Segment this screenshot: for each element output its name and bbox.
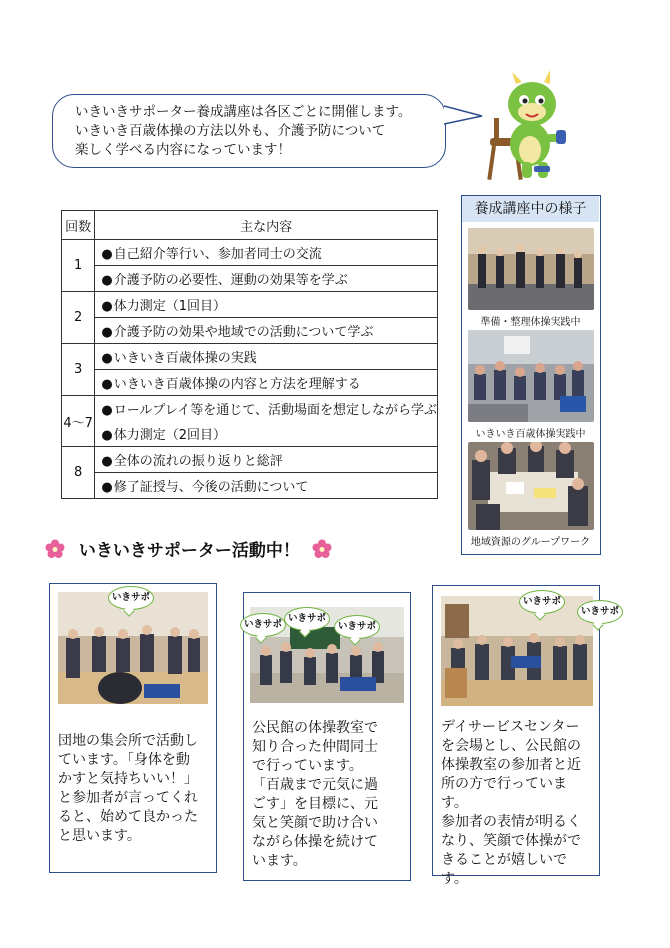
- session-number: 1: [62, 240, 95, 292]
- course-schedule-table: [61, 210, 438, 499]
- intro-line: いきいきサポーター養成講座は各区ごとに開催します。: [75, 104, 412, 120]
- intro-line: いきいき百歳体操の方法以外も、介護予防について: [75, 123, 386, 139]
- table-row: [62, 292, 438, 318]
- card-line: 所の方で行っています。: [441, 776, 567, 811]
- content-item: [95, 240, 438, 266]
- table-header-content: 主な内容: [95, 211, 438, 240]
- bullet: ●: [101, 480, 113, 495]
- content-item: [95, 344, 438, 370]
- table-row: [62, 370, 438, 396]
- training-photos-panel: [461, 195, 601, 555]
- ikisapo-tag: いきサポ: [519, 590, 565, 614]
- content-item: [95, 396, 438, 422]
- content-item-text: 体力測定（1回目）: [113, 299, 226, 314]
- sakura-flower-icon: [45, 539, 65, 559]
- card-line: ごす」を目標に、元: [252, 796, 378, 812]
- table-row: [62, 240, 438, 266]
- section-title: いきいきサポーター活動中！: [78, 541, 300, 561]
- bullet: ●: [101, 247, 113, 262]
- activity-card-danchi: [49, 583, 217, 873]
- card-line: と思います。: [58, 828, 141, 844]
- card-line: ています。「身体を動: [58, 752, 190, 768]
- ikisapo-tag: いきサポ: [108, 586, 154, 610]
- table-row: [62, 447, 438, 473]
- session-number: 8: [62, 447, 95, 499]
- content-item-text: いきいき百歳体操の実践: [113, 351, 257, 366]
- card-line: と参加者が言ってくれ: [58, 790, 198, 806]
- content-item: [95, 266, 438, 292]
- card-line: 知り合った仲間同士: [252, 739, 378, 755]
- content-item: [95, 421, 438, 447]
- content-item-text: 介護予防の効果や地域での活動について学ぶ: [113, 325, 374, 340]
- ikisapo-tag: いきサポ: [240, 613, 286, 637]
- card-description: [252, 719, 404, 871]
- table-header-session: 回数: [62, 211, 95, 240]
- card-line: ながら体操を続けて: [252, 834, 378, 850]
- bullet: ●: [101, 428, 113, 443]
- card-line: かすと気持ちいい！」: [58, 771, 198, 787]
- content-item: [95, 292, 438, 318]
- bubble-tail: [444, 104, 484, 128]
- intro-speech-bubble: [52, 94, 446, 168]
- activity-card-dayservice: [432, 585, 619, 887]
- bullet: ●: [101, 351, 113, 366]
- content-item-text: 自己紹介等行い、参加者同士の交流: [113, 247, 322, 262]
- content-item-text: 体力測定（2回目）: [113, 428, 226, 443]
- ikisapo-tag: いきサポ: [577, 600, 623, 624]
- session-number: 2: [62, 292, 95, 344]
- card-line: 体操教室の参加者と近: [441, 757, 581, 773]
- content-item: [95, 318, 438, 344]
- card-line: 参加者の表情が明るく: [441, 814, 581, 830]
- card-line: 団地の集会所で活動し: [58, 733, 198, 749]
- bullet: ●: [101, 273, 113, 288]
- content-item-text: 介護予防の必要性、運動の効果等を学ぶ: [113, 273, 348, 288]
- bullet: ●: [101, 454, 113, 469]
- table-row: [62, 344, 438, 370]
- table-row: [62, 266, 438, 292]
- card-line: で行っています。: [252, 758, 363, 774]
- table-row: [62, 473, 438, 499]
- card-line: 「百歳まで元気に過: [252, 777, 378, 793]
- content-item: [95, 447, 438, 473]
- table-row: [62, 318, 438, 344]
- photo-warmup-exercise: [468, 228, 594, 310]
- photo-caption: 準備・整理体操実践中: [480, 317, 581, 328]
- content-item: [95, 370, 438, 396]
- bullet: ●: [101, 299, 113, 314]
- content-item-text: いきいき百歳体操の内容と方法を理解する: [113, 377, 361, 392]
- session-number: 4～7: [62, 396, 95, 447]
- bullet: ●: [101, 377, 113, 392]
- dragon-mascot-icon: [482, 70, 577, 185]
- content-item-text: ロールプレイ等を通じて、活動場面を想定しながら学ぶ: [113, 403, 437, 418]
- content-item: [95, 473, 438, 499]
- session-number: 3: [62, 344, 95, 396]
- card-description: [441, 718, 593, 889]
- intro-line: 楽しく学べる内容になっています！: [75, 142, 291, 158]
- card-line: います。: [252, 853, 307, 869]
- card-line: 気と笑顔で助け合い: [252, 815, 378, 831]
- panel-title: 養成講座中の様子: [462, 196, 599, 222]
- photo-hyakusai-exercise: [468, 330, 594, 422]
- sakura-flower-icon: [312, 539, 332, 559]
- ikisapo-tag: いきサポ: [284, 607, 330, 631]
- card-description: [58, 732, 210, 846]
- activity-card-kominkan: [243, 592, 411, 881]
- photo-caption: 地域資源のグループワーク: [470, 537, 591, 548]
- photo-caption: いきいき百歳体操実践中: [475, 429, 586, 440]
- card-line: ると、始めて良かった: [58, 809, 198, 825]
- content-item-text: 全体の流れの振り返りと総評: [113, 454, 283, 469]
- photo-dayservice-activity: [441, 596, 593, 706]
- card-line: なり、笑顔で体操がで: [441, 833, 581, 849]
- ikisapo-tag: いきサポ: [334, 615, 380, 639]
- photo-group-work: [468, 442, 594, 530]
- card-line: デイサービスセンター: [441, 719, 580, 735]
- bullet: ●: [101, 325, 113, 340]
- bullet: ●: [101, 403, 113, 418]
- activity-section-heading: [45, 536, 332, 561]
- table-row: [62, 396, 438, 422]
- table-row: [62, 421, 438, 447]
- card-line: きることが嬉しいです。: [441, 852, 567, 887]
- card-line: 公民館の体操教室で: [252, 720, 378, 736]
- content-item-text: 修了証授与、今後の活動について: [113, 480, 309, 495]
- card-line: を会場とし、公民館の: [441, 738, 581, 754]
